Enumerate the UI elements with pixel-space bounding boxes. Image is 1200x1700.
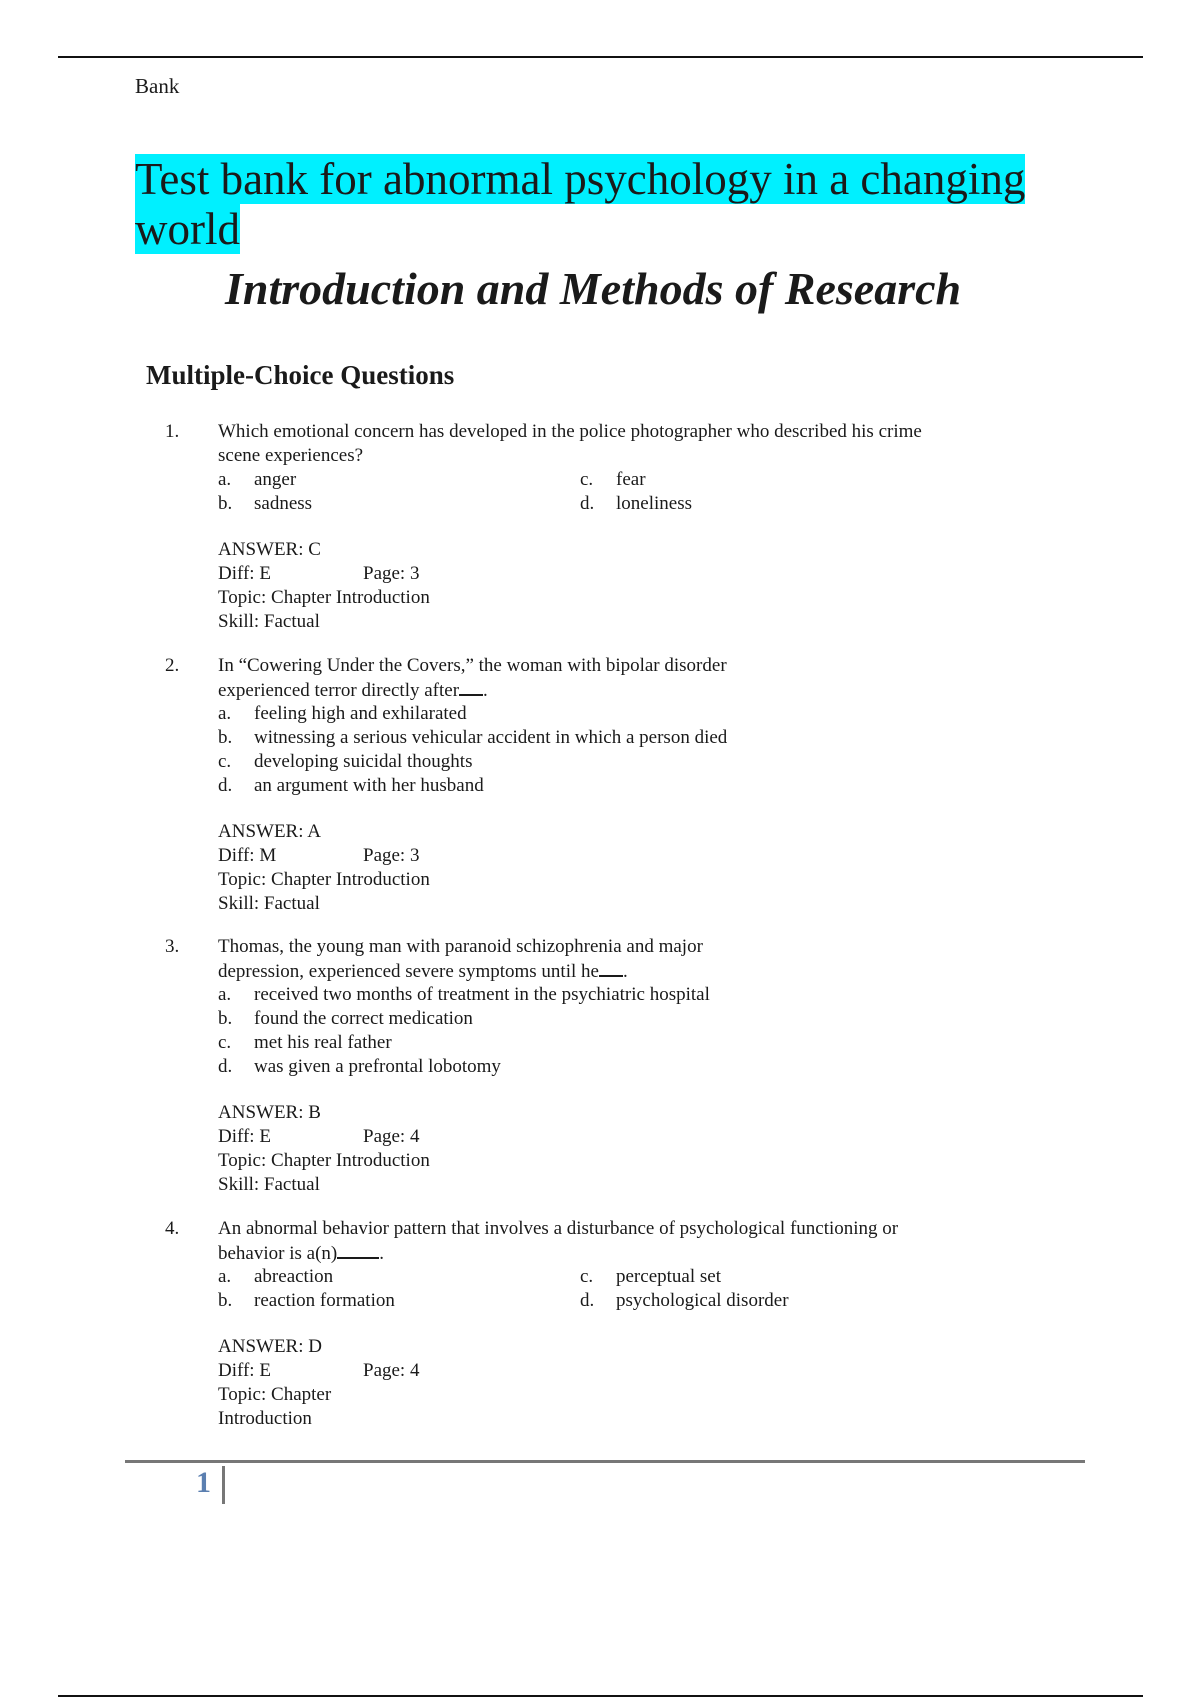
option-a: a. received two months of treatment in the psychiatric hospital [218, 984, 710, 1005]
option-d: d. an argument with her husband [218, 775, 484, 796]
option-b: b. witnessing a serious vehicular accident in which a person died [218, 727, 728, 748]
topic-line-continued: Introduction [218, 1408, 312, 1429]
topic-line: Topic: Chapter [218, 1384, 332, 1405]
document-title [135, 154, 1035, 254]
option-b: b. reaction formation [218, 1290, 395, 1311]
page-ref: Page: 4 [363, 1360, 420, 1381]
page-number-divider [222, 1466, 225, 1504]
skill-line: Skill: Factual [218, 611, 320, 632]
difficulty-line: Diff: E Page: 4 [218, 1126, 420, 1147]
option-b: b. sadness [218, 493, 313, 514]
question-stem: An abnormal behavior pattern that involves a disturbance of psychological functioning or behavior is a(n) . [218, 1218, 899, 1264]
topic-line: Topic: Chapter Introduction [218, 1150, 430, 1171]
answer-line: ANSWER: D [218, 1336, 322, 1357]
option-c: c. met his real father [218, 1032, 392, 1053]
option-b: b. found the correct medication [218, 1008, 473, 1029]
skill-line: Skill: Factual [218, 893, 320, 914]
answer-line: ANSWER: A [218, 821, 321, 842]
question-stem: Thomas, the young man with paranoid schizophrenia and major depression, experienced severe symptoms until he . [218, 936, 703, 982]
question-stem: Which emotional concern has developed in the police photographer who described his crime scene experiences? [218, 421, 922, 466]
skill-line: Skill: Factual [218, 1174, 320, 1195]
page-ref: Page: 3 [363, 563, 420, 584]
difficulty-line: Diff: E Page: 4 [218, 1360, 420, 1381]
topic-line: Topic: Chapter Introduction [218, 587, 430, 608]
option-c: c. fear [580, 469, 646, 490]
option-a: a. abreaction [218, 1266, 334, 1287]
option-d: d. psychological disorder [580, 1290, 789, 1311]
answer-line: ANSWER: C [218, 539, 321, 560]
option-a: a. anger [218, 469, 297, 490]
question-stem: In “Cowering Under the Covers,” the woman with bipolar disorder experienced terror directly after . [218, 655, 727, 701]
difficulty-line: Diff: M Page: 3 [218, 845, 420, 866]
question-number: 1. [165, 421, 180, 442]
top-rule [58, 56, 1143, 58]
answer-line: ANSWER: B [218, 1102, 321, 1123]
chapter-title: Introduction and Methods of Research [225, 263, 962, 314]
answer-blank [599, 959, 623, 977]
page-number: 1 [196, 1466, 211, 1499]
difficulty-line: Diff: E Page: 3 [218, 563, 420, 584]
question-number: 4. [165, 1218, 180, 1239]
option-d: d. loneliness [580, 493, 692, 514]
bottom-rule [58, 1695, 1143, 1697]
page-ref: Page: 3 [363, 845, 420, 866]
option-a: a. feeling high and exhilarated [218, 703, 467, 724]
footer-rule [125, 1460, 1085, 1463]
section-title: Multiple-Choice Questions [146, 360, 455, 390]
running-head: Bank [135, 74, 180, 98]
option-c: c. perceptual set [580, 1266, 721, 1287]
topic-line: Topic: Chapter Introduction [218, 869, 430, 890]
question-number: 2. [165, 655, 180, 676]
answer-blank [337, 1241, 379, 1259]
question-number: 3. [165, 936, 180, 957]
highlighted-title-text: Test bank for abnormal psychology in a changing world [135, 154, 1026, 254]
answer-blank [459, 678, 483, 696]
option-d: d. was given a prefrontal lobotomy [218, 1056, 501, 1077]
option-c: c. developing suicidal thoughts [218, 751, 473, 772]
page-ref: Page: 4 [363, 1126, 420, 1147]
